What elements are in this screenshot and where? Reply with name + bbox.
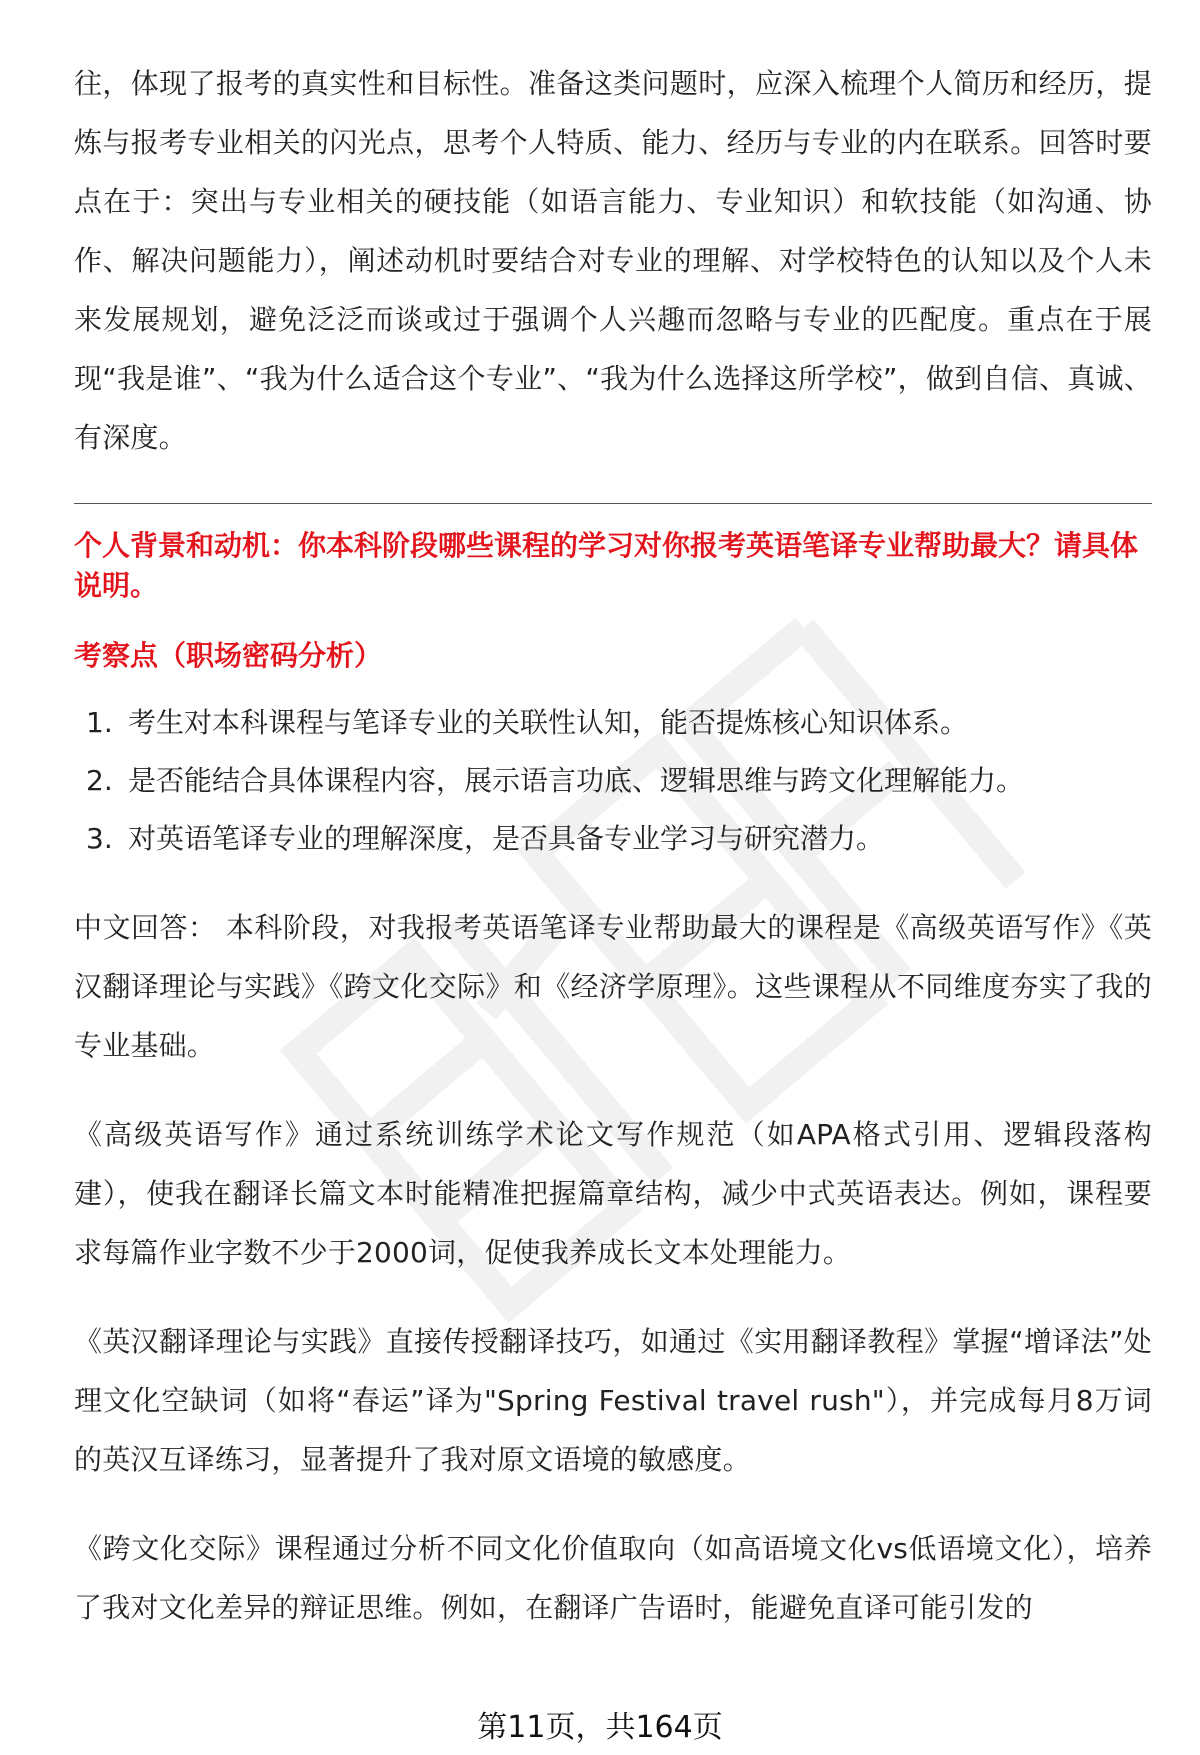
answer-paragraph: 《英汉翻译理论与实践》直接传授翻译技巧，如通过《实用翻译教程》掌握“增译法”处理文化空缺词（如将“春运”译为"Spring Festival travel rush"），并完成每月8万词的英汉互译练习，显著提升了我对原文语境的敏感度。 [74,1325,1152,1476]
key-points-list [74,694,1152,868]
intro-paragraph: 往，体现了报考的真实性和目标性。准备这类问题时，应深入梳理个人简历和经历，提炼与报考专业相关的闪光点，思考个人特质、能力、经历与专业的内在联系。回答时要点在于：突出与专业相关的硬技能（如语言能力、专业知识）和软技能（如沟通、协作、解决问题能力），阐述动机时要结合对专业的理解、对学校特色的认知以及个人未来发展规划，避免泛泛而谈或过于强调个人兴趣而忽略与专业的匹配度。重点在于展现“我是谁”、“我为什么适合这个专业”、“我为什么选择这所学校”，做到自信、真诚、有深度。 [74,67,1152,454]
answer-block [74,898,1152,1637]
answer-paragraph: 《高级英语写作》通过系统训练学术论文写作规范（如APA格式引用、逻辑段落构建），使我在翻译长篇文本时能精准把握篇章结构，减少中式英语表达。例如，课程要求每篇作业字数不少于2000词，促使我养成长文本处理能力。 [74,1118,1152,1269]
question-heading: 个人背景和动机：你本科阶段哪些课程的学习对你报考英语笔译专业帮助最大？请具体说明。 [74,529,1139,602]
list-item-text: 对英语笔译专业的理解深度，是否具备专业学习与研究潜力。 [128,822,885,855]
answer-paragraph: 《跨文化交际》课程通过分析不同文化价值取向（如高语境文化vs低语境文化），培养了我对文化差异的辩证思维。例如，在翻译广告语时，能避免直译可能引发的 [74,1532,1152,1624]
list-item-number: 3. [86,822,113,855]
content-area [74,54,1152,1637]
list-item [74,752,1152,810]
list-item [74,810,1152,868]
section-divider [74,503,1152,504]
list-item-number: 1. [86,706,113,739]
list-item [74,694,1152,752]
section-title: 考察点（职场密码分析） [74,639,383,672]
page-number-footer: 第11页，共164页 [477,1710,723,1745]
list-item-text: 是否能结合具体课程内容，展示语言功底、逻辑思维与跨文化理解能力。 [128,764,1025,797]
list-item-number: 2. [86,764,113,797]
answer-paragraph: 中文回答： 本科阶段，对我报考英语笔译专业帮助最大的课程是《高级英语写作》《英汉翻译理论与实践》《跨文化交际》和《经济学原理》。这些课程从不同维度夯实了我的专业基础。 [74,911,1152,1062]
list-item-text: 考生对本科课程与笔译专业的关联性认知，能否提炼核心知识体系。 [128,706,969,739]
